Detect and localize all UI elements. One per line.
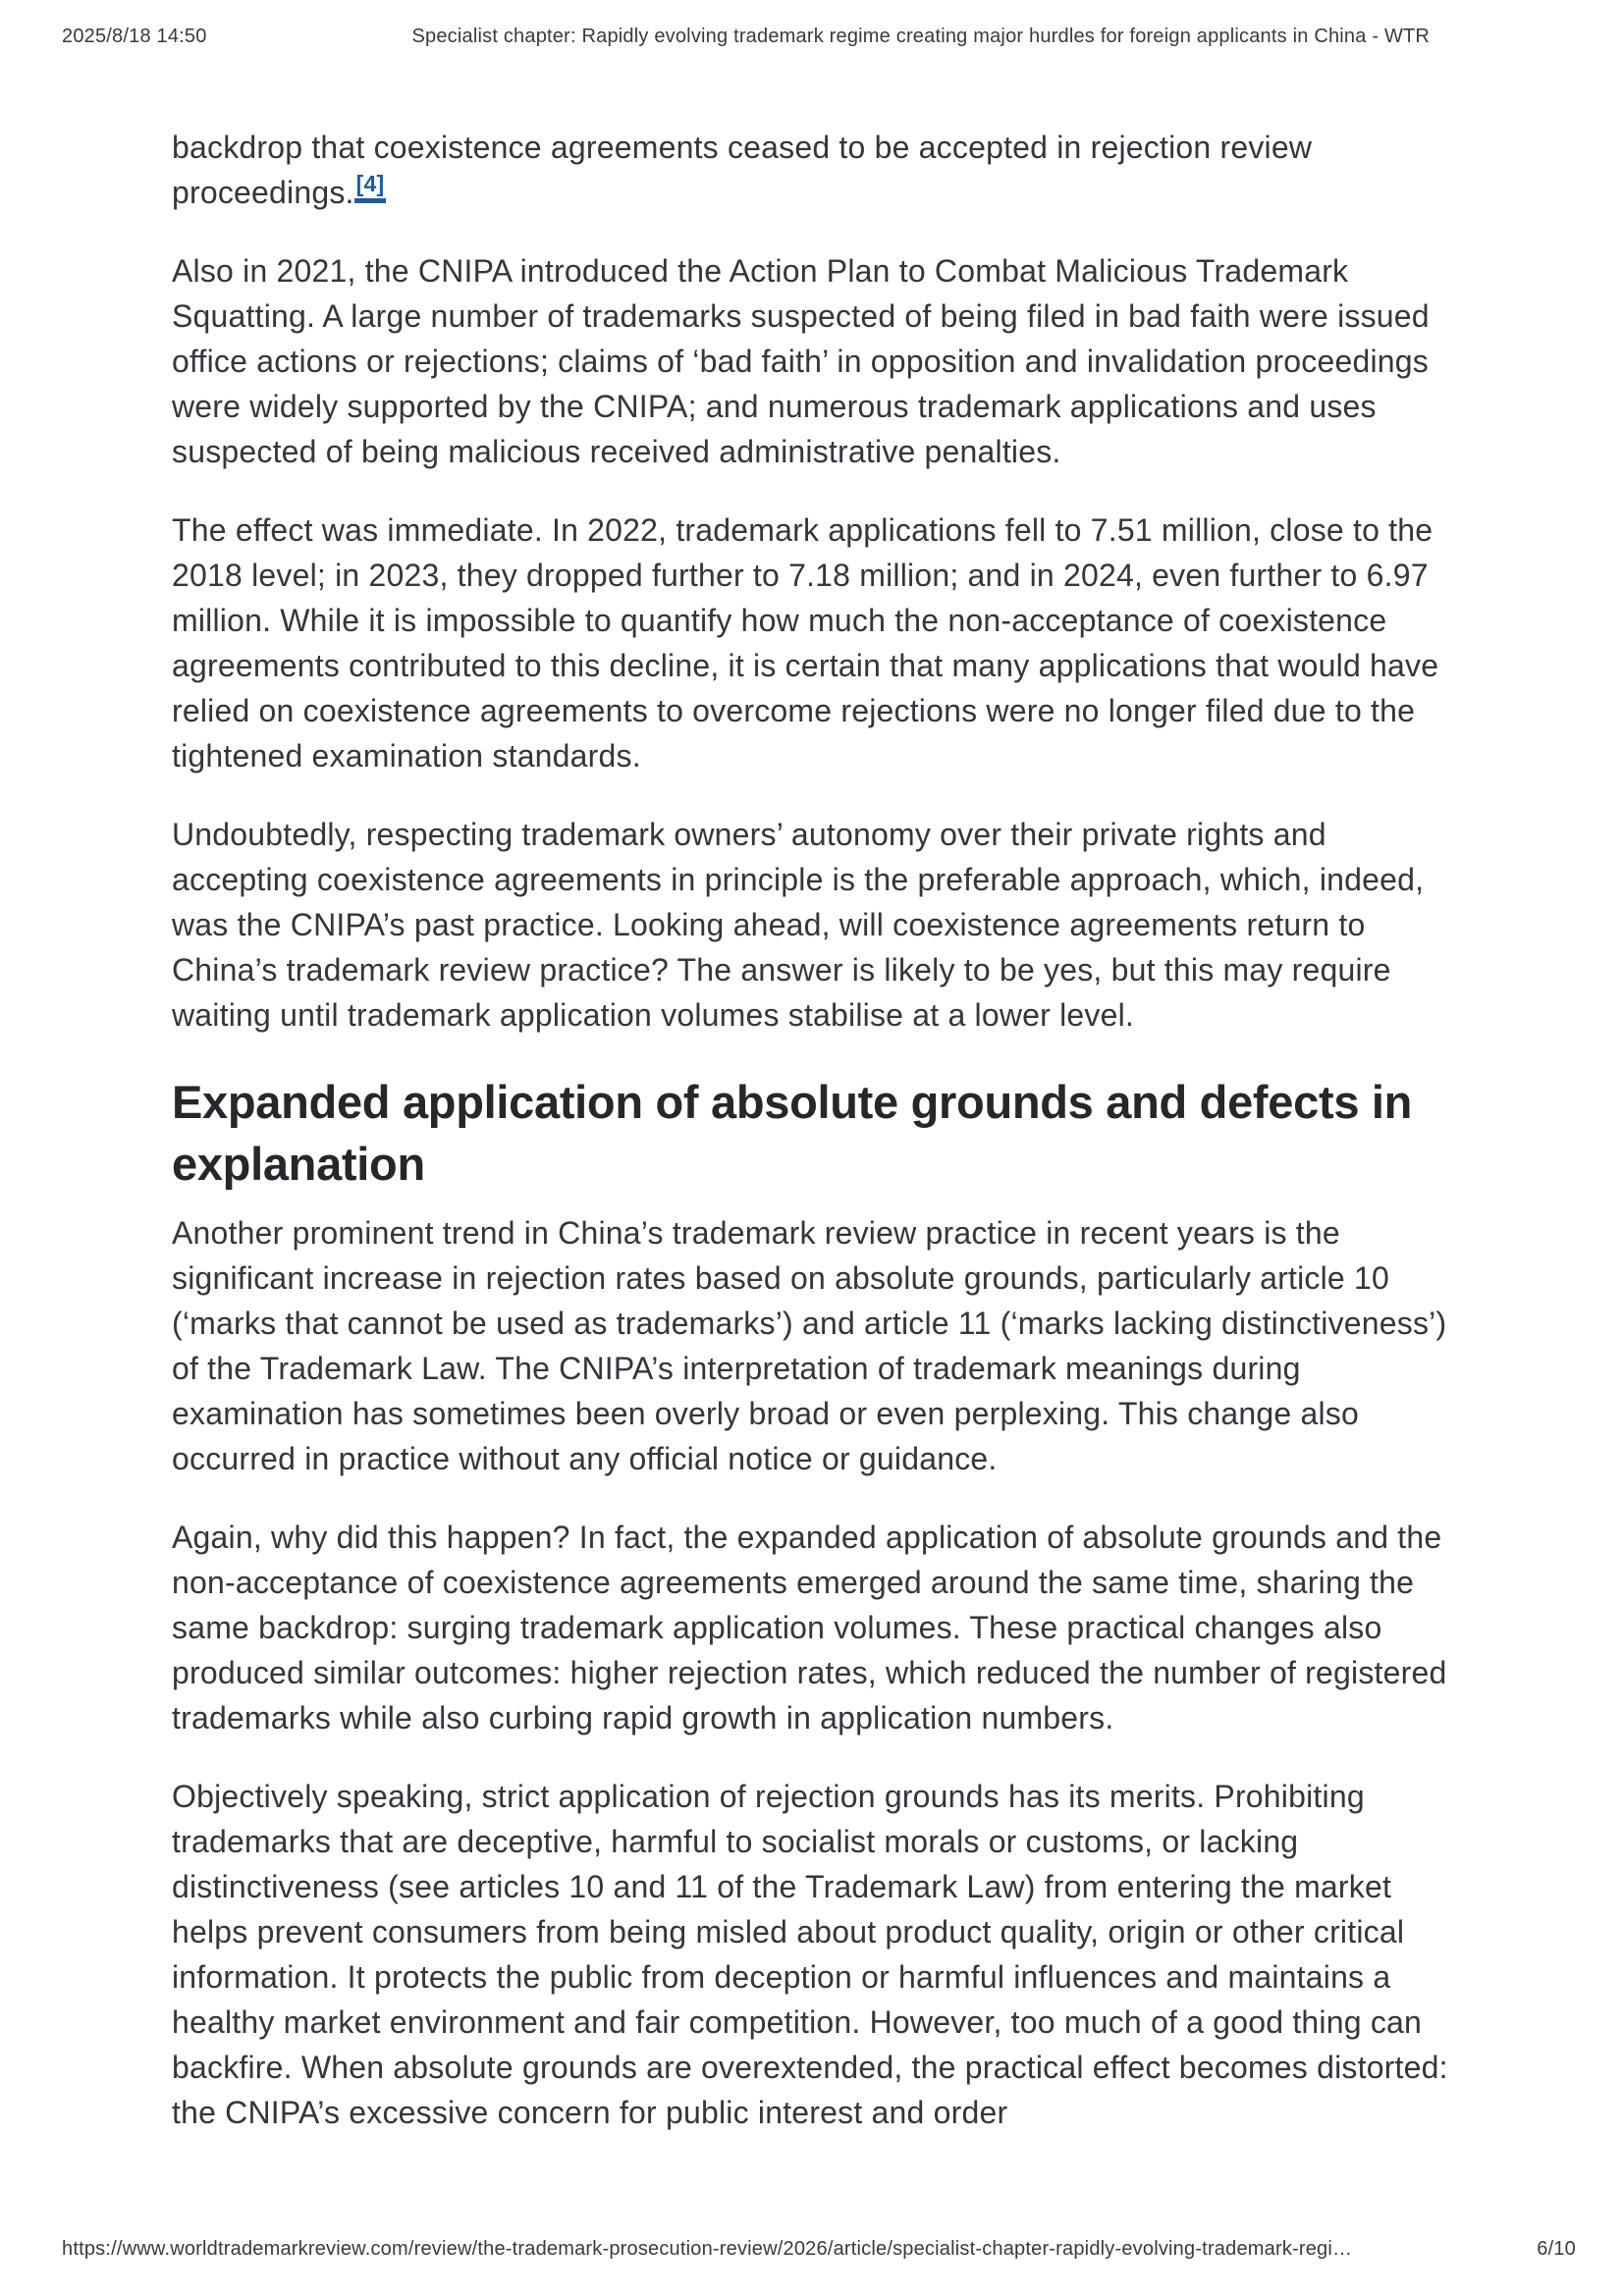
article-content bbox=[172, 125, 1464, 2168]
paragraph-intro-continuation bbox=[172, 125, 1464, 215]
paragraph-coexistence-outlook: Undoubtedly, respecting trademark owners’ autonomy over their private rights and accepting coexistence agreements in principle is the preferable approach, which, indeed, was the CNIPA’s past practice. Looking ahead, will coexistence agreements return to China’s trademark review practice? The answer is likely to be yes, but this may require waiting until trademark application volumes stabilise at a lower level. bbox=[172, 817, 1425, 1033]
paragraph-application-decline: The effect was immediate. In 2022, trademark applications fell to 7.51 million, close to the 2018 level; in 2023, they dropped further to 7.18 million; and in 2024, even further to 6.97 million. While it is impossible to quantify how much the non-acceptance of coexistence agreements contributed to this decline, it is certain that many applications that would have relied on coexistence agreements to overcome rejections were no longer filed due to the tightened examination standards. bbox=[172, 512, 1439, 774]
footnote-superscript bbox=[354, 171, 387, 203]
header-document-title: Specialist chapter: Rapidly evolving trademark regime creating major hurdles for foreign applicants in China - WTR bbox=[411, 26, 1431, 47]
footnote-4-link[interactable]: [4] bbox=[354, 171, 387, 203]
paragraph-why-did-this-happen: Again, why did this happen? In fact, the expanded application of absolute grounds and the non-acceptance of coexistence agreements emerged around the same time, sharing the same backdrop: surging trademark application volumes. These practical changes also produced similar outcomes: higher rejection rates, which reduced the number of registered trademarks while also curbing rapid growth in application numbers. bbox=[172, 1520, 1447, 1735]
footer-page-indicator: 6/10 bbox=[1537, 2238, 1576, 2260]
paragraph-strict-application-merits: Objectively speaking, strict application of rejection grounds has its merits. Prohibiting trademarks that are deceptive, harmful to socialist morals or customs, or lacking distinctiveness (see articles 10 and 11 of the Trademark Law) from entering the market helps prevent consumers from being misled about product quality, origin or other critical information. It protects the public from deception or harmful influences and maintains a healthy market environment and fair competition. However, too much of a good thing can backfire. When absolute grounds are overextended, the practical effect becomes distorted: the CNIPA’s excessive concern for public interest and order bbox=[172, 1779, 1448, 2130]
section-heading: Expanded application of absolute grounds and defects in explanation bbox=[172, 1076, 1413, 1190]
footer-url: https://www.worldtrademarkreview.com/review/the-trademark-prosecution-review/2026/article/specialist-chapter-rapidly-evolving-trademark-regi… bbox=[62, 2238, 1353, 2260]
paragraph-absolute-grounds-trend: Another prominent trend in China’s trademark review practice in recent years is the significant increase in rejection rates based on absolute grounds, particularly article 10 (‘marks that cannot be used as trademarks’) and article 11 (‘marks lacking distinctiveness’) of the Trademark Law. The CNIPA’s interpretation of trademark meanings during examination has sometimes been overly broad or even perplexing. This change also occurred in practice without any official notice or guidance. bbox=[172, 1215, 1447, 1476]
paragraph-text: backdrop that coexistence agreements ceased to be accepted in rejection review proceedings. bbox=[172, 130, 1313, 210]
print-header bbox=[62, 26, 1576, 48]
header-datetime: 2025/8/18 14:50 bbox=[62, 26, 207, 47]
print-footer bbox=[62, 2238, 1576, 2261]
paragraph-action-plan: Also in 2021, the CNIPA introduced the Action Plan to Combat Malicious Trademark Squatting. A large number of trademarks suspected of being filed in bad faith were issued office actions or rejections; claims of ‘bad faith’ in opposition and invalidation proceedings were widely supported by the CNIPA; and numerous trademark applications and uses suspected of being malicious received administrative penalties. bbox=[172, 253, 1430, 469]
